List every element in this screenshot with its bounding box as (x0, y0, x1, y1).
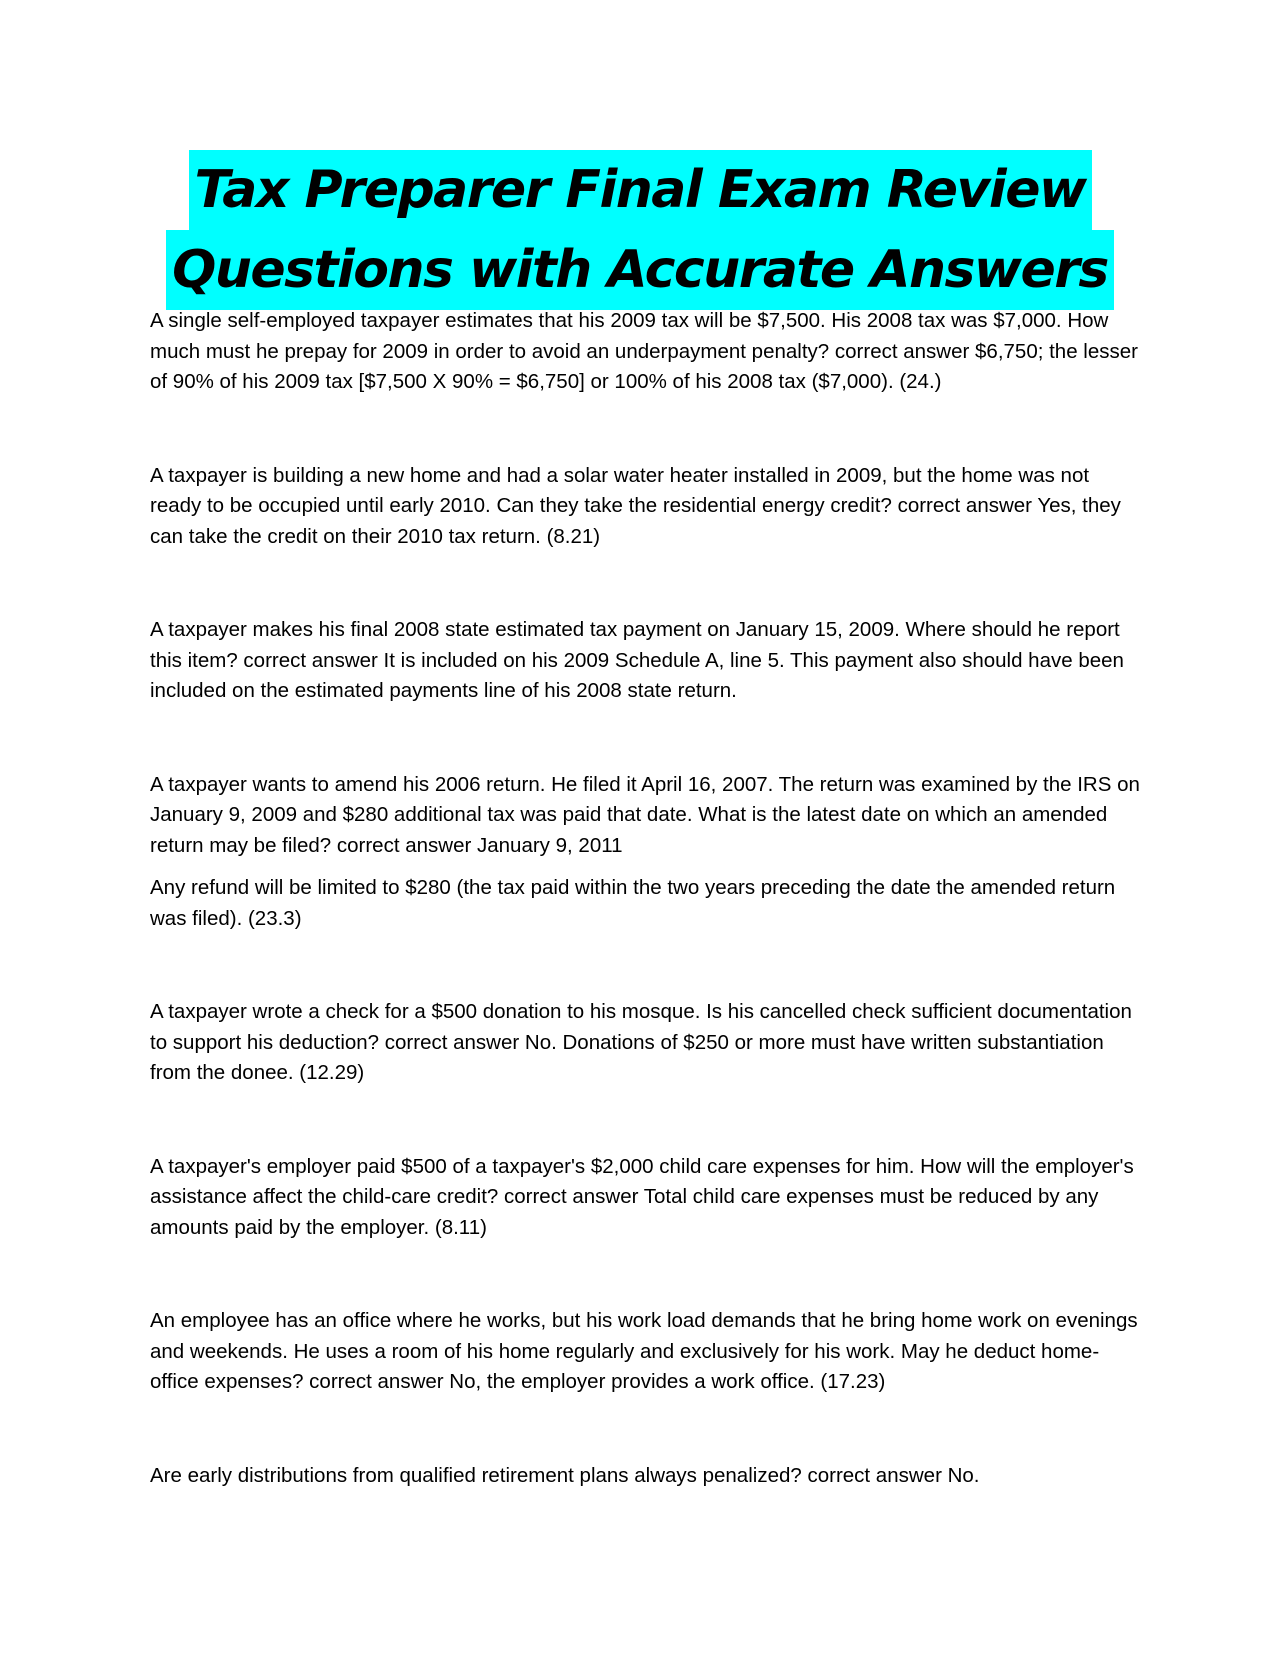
qa-paragraph: An employee has an office where he works, but his work load demands that he bring home work on evenings and weekends. He uses a room of his home regularly and exclusively for his work. May he deduct home-office expenses? correct answer No, the employer provides a work office. (17.23) (150, 1309, 1138, 1393)
qa-paragraph: A taxpayer's employer paid $500 of a taxpayer's $2,000 child care expenses for him. How will the employer's assistance affect the child-care credit? correct answer Total child care expenses must be reduced by any amounts paid by the employer. (8.11) (150, 1154, 1134, 1239)
qa-paragraph: Are early distributions from qualified retirement plans always penalized? correct answer No. (150, 1463, 980, 1487)
qa-paragraph: A single self-employed taxpayer estimates that his 2009 tax will be $7,500. His 2008 tax was $7,000. How much must he prepay for 2009 in order to avoid an underpayment penalty? correct answer $6,750; the lesser of 90% of his 2009 tax [$7,500 X 90% = $6,750] or 100% of his 2008 tax ($7,000). (24.) (150, 309, 1138, 393)
qa-paragraph: A taxpayer wrote a check for a $500 donation to his mosque. Is his cancelled check sufficient documentation to support his deduction? correct answer No. Donations of $250 or more must have written substantiation from the donee. (12.29) (150, 1000, 1132, 1084)
title-line-1: Tax Preparer Final Exam Review (189, 150, 1092, 230)
qa-paragraph: A taxpayer makes his final 2008 state estimated tax payment on January 15, 2009. Where should he report this item? correct answer It is included on his 2009 Schedule A, line 5. This payment also should have been included on the estimated payments line of his 2008 state return. (150, 618, 1124, 702)
title-line-2: Questions with Accurate Answers (166, 230, 1114, 310)
qa-item (150, 1306, 1140, 1398)
qa-item (150, 306, 1140, 398)
qa-list (150, 306, 1140, 1491)
qa-paragraph: A taxpayer wants to amend his 2006 return. He filed it April 16, 2007. The return was examined by the IRS on January 9, 2009 and $280 additional tax was paid that date. What is the latest date on which an amended return may be filed? correct answer January 9, 2011 (150, 772, 1140, 857)
document-title (0, 150, 1280, 310)
qa-item (150, 461, 1140, 553)
qa-item (150, 770, 1140, 935)
qa-paragraph: A taxpayer is building a new home and had a solar water heater installed in 2009, but the home was not ready to be occupied until early 2010. Can they take the residential energy credit? correct answer Yes, they can take the credit on their 2010 tax return. (8.21) (150, 463, 1121, 548)
qa-item (150, 615, 1140, 707)
qa-item (150, 1152, 1140, 1244)
qa-item (150, 997, 1140, 1089)
qa-paragraph: Any refund will be limited to $280 (the tax paid within the two years preceding the date the amended return was filed). (23.3) (150, 876, 1116, 930)
qa-item (150, 1461, 1140, 1492)
